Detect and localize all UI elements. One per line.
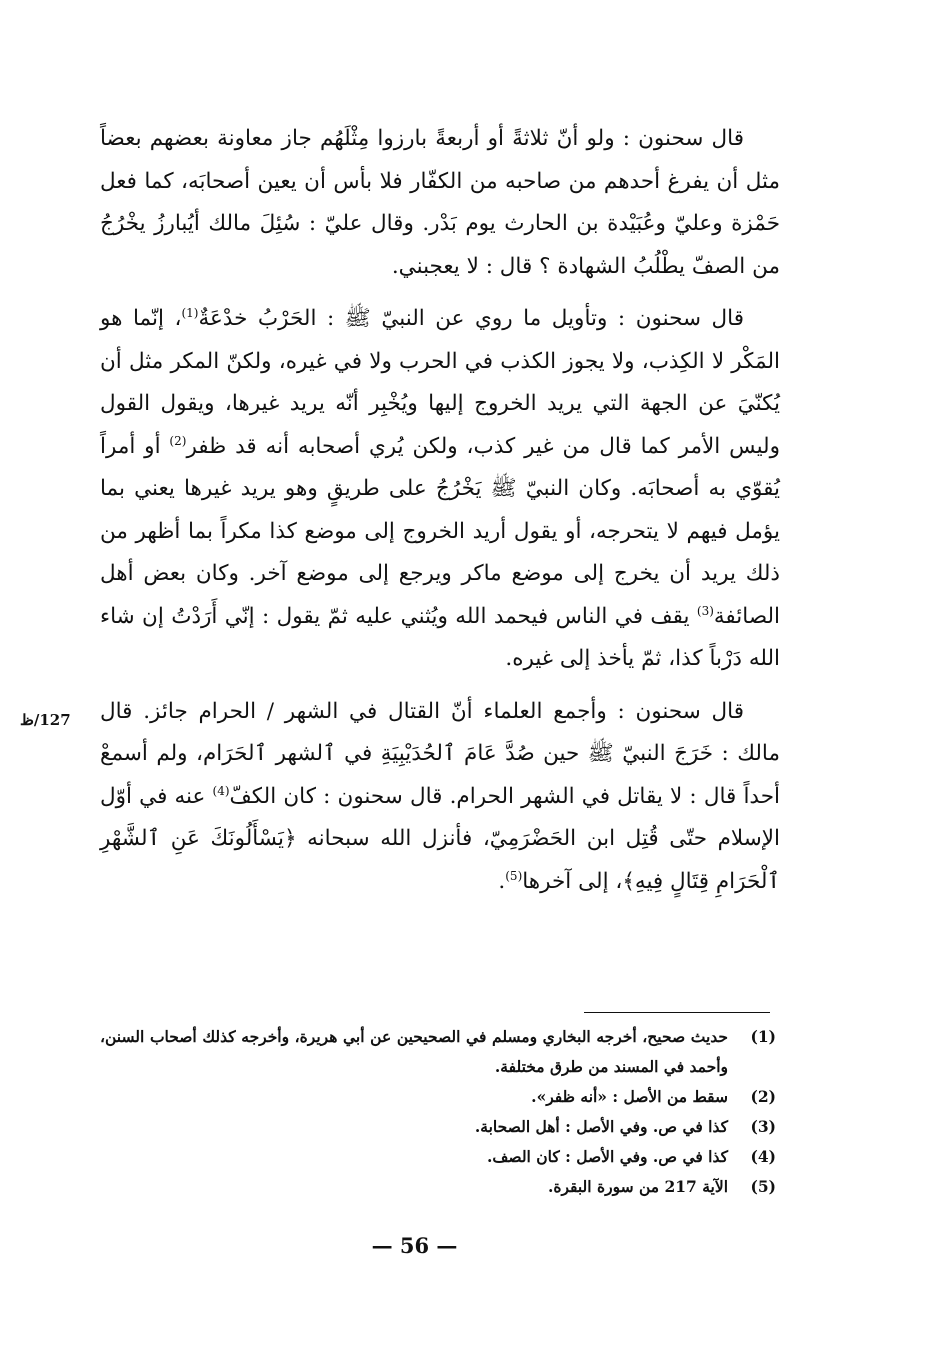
- paragraph-2-part-4: أو أمراً يُقوّي به أصحابَه. وكان النبيّ ﷺ يَخْرُجُ على طريقٍ وهو يريد غيرها يعني بما يؤمل فيهم لا يتحرجه، أو يقول أريد الخروج إلى موضع كذا مكراً بما أظهر من ذلك يريد أن يخرج إلى موضع ماكر ويرجع إلى موضع آخر. وكان بعض أهل الصائفة: [100, 433, 780, 629]
- footnote-text: كذا في ص. وفي الأصل : كان الصف.: [486, 1147, 728, 1166]
- footnote-ref-1[interactable]: (1): [181, 305, 199, 320]
- footnote-text: كذا في ص. وفي الأصل : أهل الصحابة.: [474, 1117, 728, 1136]
- paragraph-3: [100, 691, 780, 904]
- footnote-ref-3[interactable]: (3): [696, 603, 714, 618]
- footnotes: [100, 1022, 776, 1202]
- footnote-number: (2): [750, 1087, 776, 1106]
- paragraph-1: [100, 118, 780, 288]
- folio-margin-note: 127/ظ: [20, 711, 71, 729]
- footnote-2: [100, 1082, 776, 1112]
- footnote-3: [100, 1112, 776, 1142]
- paragraph-2-part-1: قال سحنون : وتأويل ما روي عن النبيّ ﷺ : الحَرْبُ خدْعَةٌ: [198, 306, 744, 331]
- paragraph-2-part-5: يقف في الناس فيحمد الله ويُثني عليه ثمّ يقول : إنّي أَرَدْتُ إن شاء الله دَرْباً كذا، ثمّ يأخذ إلى غيره.: [100, 603, 780, 671]
- footnote-divider: [584, 1012, 770, 1013]
- paragraph-2-part-3: الأمر كما قال من غير كذب، ولكن يُري أصحابه أنه قد ظفر: [186, 433, 721, 459]
- paragraph-3-end: .: [498, 868, 506, 894]
- page-number: — 56 —: [371, 1233, 458, 1258]
- footnote-5: [100, 1172, 776, 1202]
- footnote-text: حديث صحيح، أخرجه البخاري ومسلم في الصحيحين عن أبي هريرة، وأخرجه كذلك أصحاب السنن، وأحمد في المسند من طرق مختلفة.: [100, 1027, 728, 1076]
- paragraph-1-text: قال سحنون : ولو أنّ ثلاثةً أو أربعةً بارزوا مِثْلَهُم جاز معاونة بعضهم بعضاً مثل أن يفرغ أحدهم من صاحبه من الكفّار فلا بأس أن يعين أصحابَه، كما فعل حَمْزة وعليّ وعُبَيْدة بن الحارث يوم بَدْر. وقال عليّ : سُئِلَ مالك أيُبارزُ يخْرُجُ من الصفّ يطْلُبُ الشهادة ؟ قال : لا يعجبني.: [100, 126, 780, 279]
- footnote-text: الآية 217 من سورة البقرة.: [547, 1177, 728, 1196]
- footnote-number: (1): [750, 1027, 776, 1046]
- footnote-number: (3): [750, 1117, 776, 1136]
- footnote-ref-4[interactable]: (4): [212, 783, 230, 798]
- footnote-ref-2[interactable]: (2): [169, 433, 187, 448]
- footnote-4: [100, 1142, 776, 1172]
- paragraph-3-part-2: عنه في أوّل الإسلام حتّى قُتِل ابن الحَضْرَمِيّ، فأنزل الله سبحانه ﴿يَسْأَلُونَكَ عَنِ ٱلشَّهْرِ ٱلْحَرَامِ قِتَالٍ فِيهِ﴾، إلى آخرها: [100, 783, 780, 894]
- footnote-text: سقط من الأصل : «أنه ظفر».: [531, 1087, 728, 1106]
- paragraph-2-part-2: ، إنّما هو المَكْر لا الكِذب، ولا يجوز الكذب في الحرب ولا في غيره، ولكنّ المكر مثل أن يُكنّيَ عن الجهة التي يريد الخروج إليها ويُخْبِر أنّه يريد غيرها، ويقول القول وليس: [100, 306, 780, 459]
- footnote-number: (4): [750, 1147, 776, 1166]
- paragraph-3-part-1: قال سحنون : وأجمع العلماء أنّ القتال في الشهر / الحرام جائز. قال مالك : خَرَجَ النبيّ ﷺ حين صُدَّ عَامَ ٱلحُدَيْبِيَةِ في ٱلشهر ٱلحَرَام، ولم أسمعْ أحداً قال : لا يقاتل في الشهر الحرام. قال سحنون : كان الكفّ: [100, 698, 780, 809]
- main-text: [100, 118, 780, 913]
- footnote-ref-5[interactable]: (5): [505, 868, 523, 883]
- paragraph-2: [100, 298, 780, 681]
- footnote-number: (5): [750, 1177, 776, 1196]
- footnote-1: [100, 1022, 776, 1082]
